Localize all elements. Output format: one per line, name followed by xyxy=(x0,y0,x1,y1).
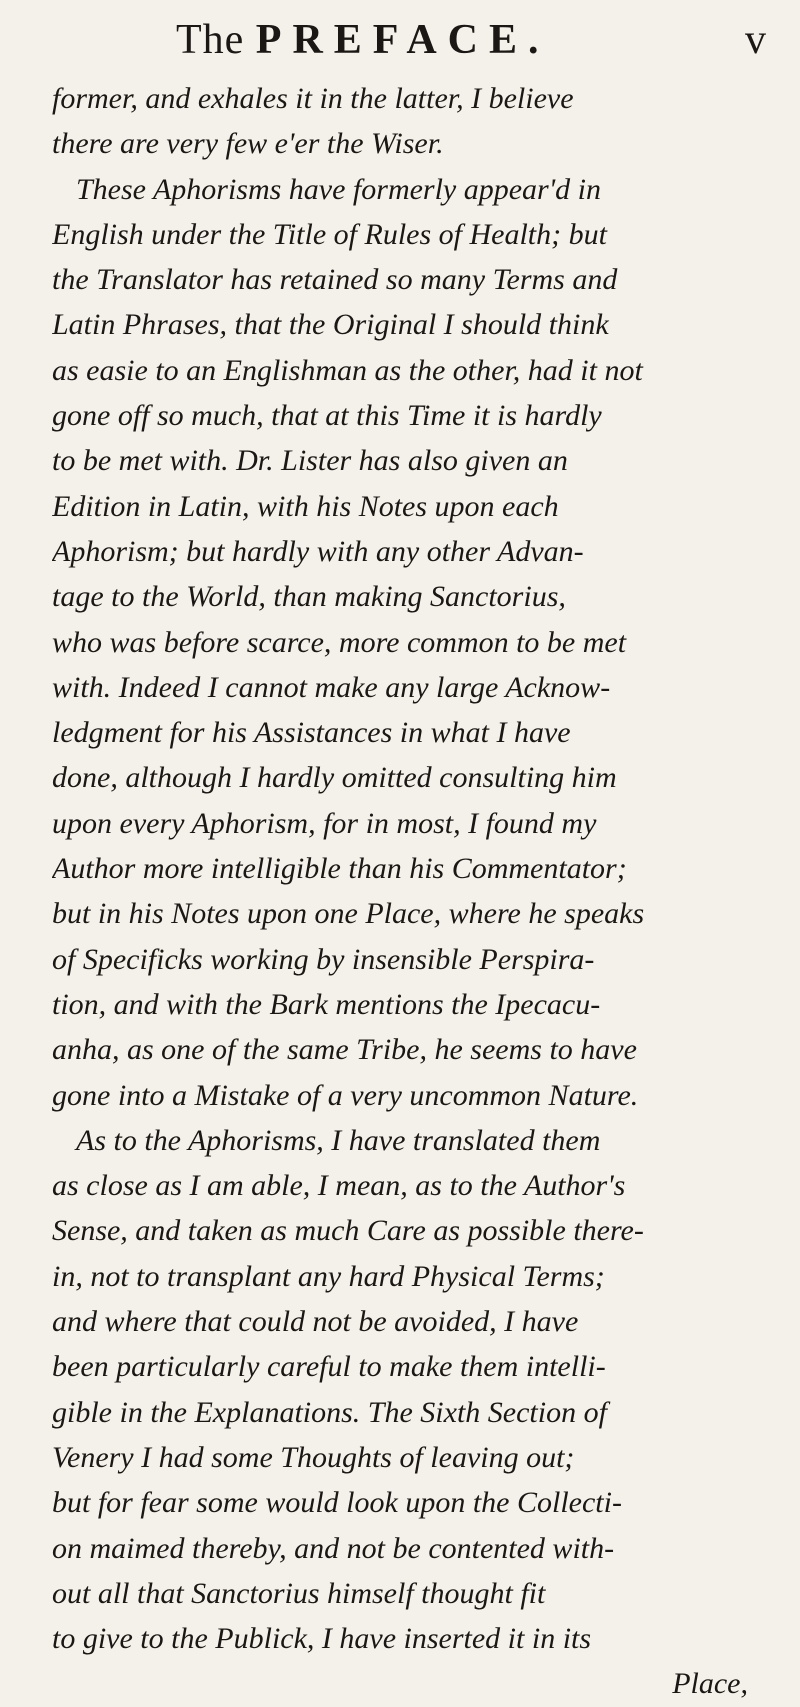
text-line: tion, and with the Bark mentions the Ipecacu- xyxy=(52,987,601,1021)
text-line: in, not to transplant any hard Physical Terms; xyxy=(52,1259,605,1293)
text-line: tage to the World, than making Sanctorius, xyxy=(52,580,566,614)
text-line: gone off so much, that at this Time it is hardly xyxy=(52,399,602,433)
text-line: who was before scarce, more common to be met xyxy=(52,625,627,659)
text-line: out all that Sanctorius himself thought fit xyxy=(52,1576,546,1610)
text-line: and where that could not be avoided, I have xyxy=(52,1305,579,1339)
text-line: gible in the Explanations. The Sixth Section of xyxy=(52,1395,607,1429)
text-line: Aphorism; but hardly with any other Advan- xyxy=(52,534,584,568)
text-line: upon every Aphorism, for in most, I found my xyxy=(52,806,597,840)
text-line: anha, as one of the same Tribe, he seems to have xyxy=(52,1033,637,1067)
text-line: on maimed thereby, and not be contented with- xyxy=(52,1531,615,1565)
text-line: As to the Aphorisms, I have translated them xyxy=(76,1123,601,1157)
text-line: These Aphorisms have formerly appear'd in xyxy=(76,172,601,206)
text-line: ledgment for his Assistances in what I have xyxy=(52,716,571,750)
page-header xyxy=(0,8,800,68)
text-line: of Specificks working by insensible Perspira- xyxy=(52,942,595,976)
text-line: Edition in Latin, with his Notes upon each xyxy=(52,489,559,523)
text-line: English under the Title of Rules of Health; but xyxy=(52,217,607,251)
text-line: former, and exhales it in the latter, I believe xyxy=(52,82,574,115)
text-line: but for fear some would look upon the Collecti- xyxy=(52,1486,622,1520)
text-line: gone into a Mistake of a very uncommon Nature. xyxy=(52,1078,639,1112)
text-line: to give to the Publick, I have inserted it in its xyxy=(52,1622,592,1656)
text-line: done, although I hardly omitted consulting him xyxy=(52,761,617,795)
text-line: but in his Notes upon one Place, where he speaks xyxy=(52,897,645,931)
catchword: Place, xyxy=(672,1667,748,1701)
running-title-preface: PREFACE. xyxy=(255,17,550,63)
running-title xyxy=(176,16,550,64)
body-text xyxy=(52,76,770,1707)
running-title-the: The xyxy=(176,17,245,63)
text-line: with. Indeed I cannot make any large Acknow- xyxy=(52,670,611,704)
text-line: Sense, and taken as much Care as possible there- xyxy=(52,1214,644,1248)
text-line: as close as I am able, I mean, as to the Author's xyxy=(52,1169,626,1203)
text-line: been particularly careful to make them intelli- xyxy=(52,1350,606,1384)
text-line: to be met with. Dr. Lister has also given an xyxy=(52,444,568,478)
text-line: as easie to an Englishman as the other, had it not xyxy=(52,353,643,387)
text-line: Latin Phrases, that the Original I should think xyxy=(52,308,609,342)
page-number: v xyxy=(745,17,766,63)
text-line: there are very few e'er the Wiser. xyxy=(52,127,444,161)
text-line: the Translator has retained so many Terms and xyxy=(52,263,618,297)
text-line: Venery I had some Thoughts of leaving out; xyxy=(52,1440,575,1474)
text-line: Author more intelligible than his Commentator; xyxy=(52,852,627,886)
